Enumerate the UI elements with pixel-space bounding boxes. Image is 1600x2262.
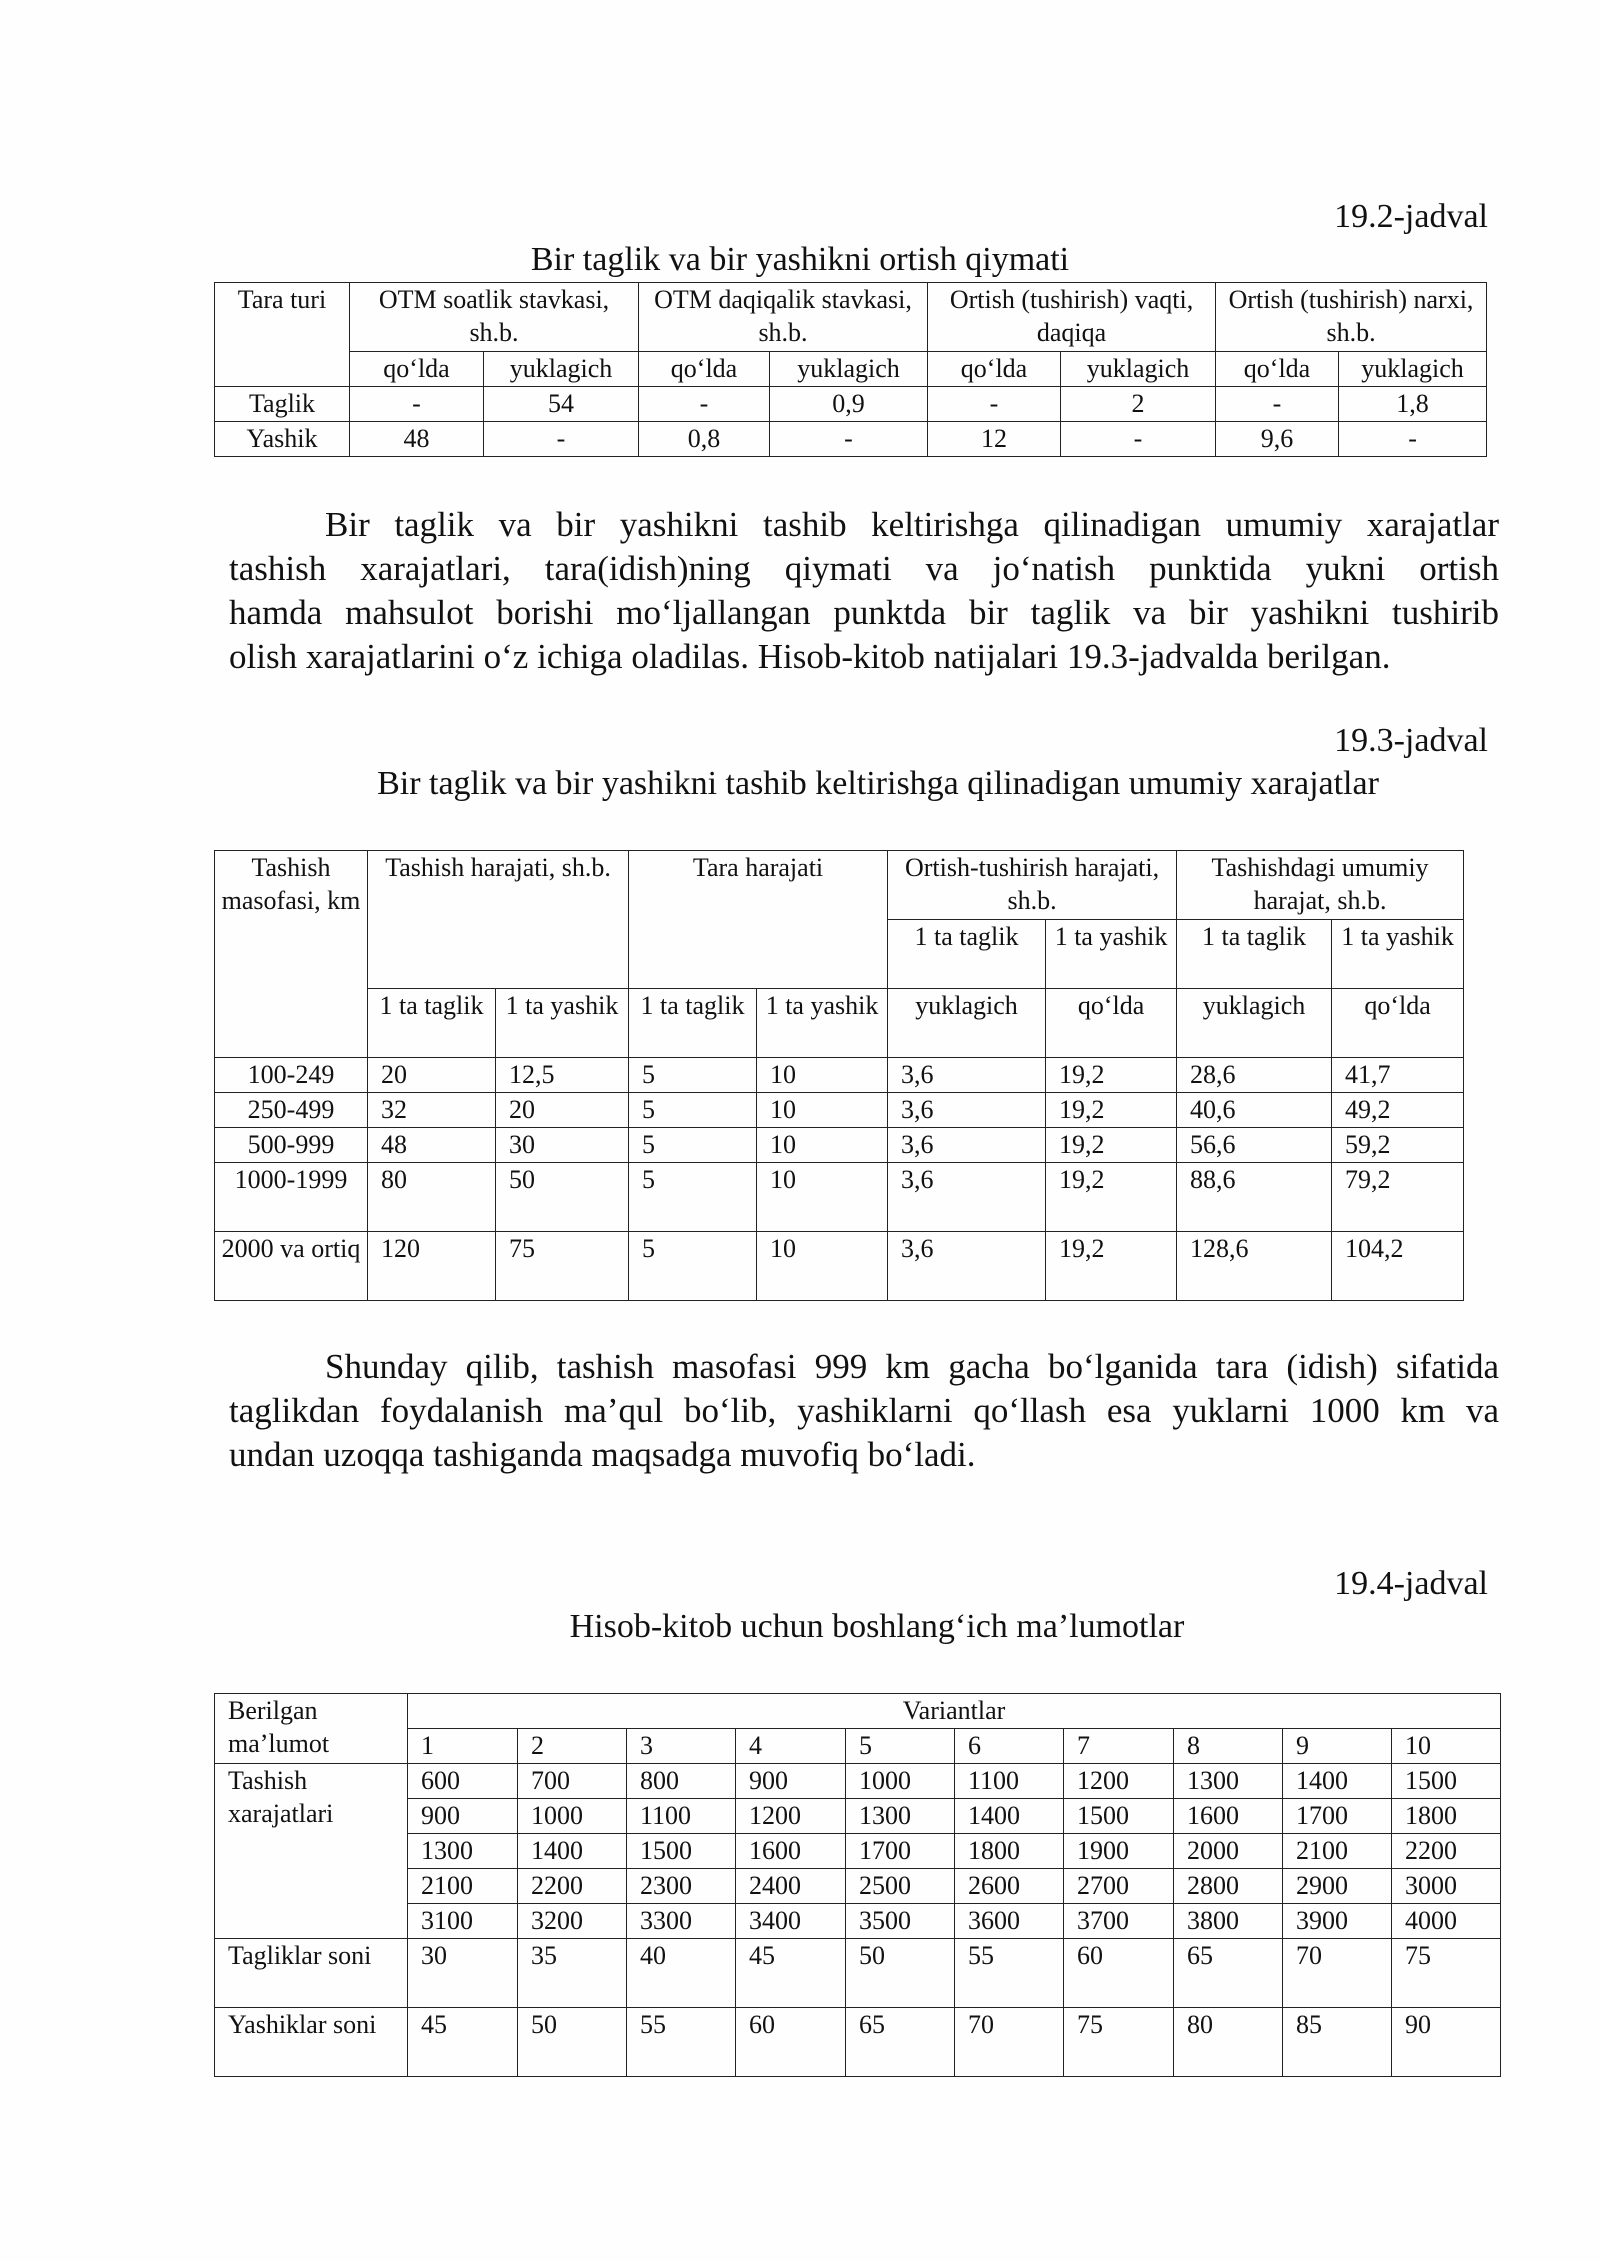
row-label: 100-249 [215,1058,368,1093]
subheader-cell: 1 ta yashik [1046,920,1177,989]
table-cell: 600 [408,1764,518,1799]
table-19-2-number: 19.2-jadval [1334,198,1488,235]
table-cell: 50 [518,2008,627,2077]
table-cell: 1600 [1174,1799,1283,1834]
table-cell: 35 [518,1939,627,2008]
table-cell: 1800 [955,1834,1064,1869]
table-cell: - [1061,422,1216,457]
table-cell: 60 [1064,1939,1174,2008]
table-row [215,1764,1501,1799]
variant-number: 4 [736,1729,846,1764]
table-cell: 5 [629,1232,757,1301]
table-cell: 1500 [1064,1799,1174,1834]
table-cell: 56,6 [1177,1128,1332,1163]
table-cell: 1400 [955,1799,1064,1834]
table-cell: 0,9 [770,387,928,422]
table-19-3-title: Bir taglik va bir yashikni tashib keltirishga qilinadigan umumiy xarajatlar [377,765,1379,802]
header-otm-daqiqalik: OTM daqiqalik stavkasi, sh.b. [639,283,928,352]
table-cell: 128,6 [1177,1232,1332,1301]
variant-number: 10 [1392,1729,1501,1764]
header-tara-harajati: Tara harajati [629,851,888,989]
table-cell: - [639,387,770,422]
subheader-cell: qo‘lda [1332,989,1464,1058]
table-cell: 2700 [1064,1869,1174,1904]
table-cell: 900 [736,1764,846,1799]
table-cell: 60 [736,2008,846,2077]
table-cell: - [1216,387,1339,422]
table-cell: 3,6 [888,1163,1046,1232]
variant-numbers-row [215,1729,1501,1764]
table-cell: 3,6 [888,1058,1046,1093]
table-cell: 2100 [1283,1834,1392,1869]
subheader-cell: qo‘lda [928,352,1061,387]
table-row [215,1869,1501,1904]
table-row [215,1058,1464,1093]
subheader-cell: yuklagich [888,989,1046,1058]
table-cell: 19,2 [1046,1058,1177,1093]
table-cell: 800 [627,1764,736,1799]
table-cell: 50 [846,1939,955,2008]
variant-number: 9 [1283,1729,1392,1764]
variant-number: 6 [955,1729,1064,1764]
table-cell: 10 [757,1232,888,1301]
table-cell: 59,2 [1332,1128,1464,1163]
table-cell: 3200 [518,1904,627,1939]
header-tashish-harajati: Tashish harajati, sh.b. [368,851,629,989]
row-label: Tashish xarajatlari [215,1764,408,1939]
table-cell: 120 [368,1232,496,1301]
header-ortish-vaqti: Ortish (tushirish) vaqti, daqiqa [928,283,1216,352]
paragraph-1 [229,503,1499,679]
variant-number: 3 [627,1729,736,1764]
paragraph-line: tashish xarajatlari, tara(idish)ning qiymati va jo‘natish punktida yukni ortish [229,549,1499,588]
subheader-cell: yuklagich [484,352,639,387]
table-19-4-title: Hisob-kitob uchun boshlang‘ich ma’lumotlar [569,1608,1185,1645]
table-cell: - [928,387,1061,422]
table-cell: 1400 [1283,1764,1392,1799]
subheader-cell: 1 ta yashik [1332,920,1464,989]
table-cell: 3100 [408,1904,518,1939]
table-cell: 3700 [1064,1904,1174,1939]
table-row [215,1939,1501,2008]
table-row [215,1834,1501,1869]
subheader-cell: qo‘lda [1216,352,1339,387]
table-cell: 40,6 [1177,1093,1332,1128]
subheader-cell: qo‘lda [639,352,770,387]
table-cell: 10 [757,1128,888,1163]
row-label: Yashiklar soni [215,2008,408,2077]
table-cell: 45 [736,1939,846,2008]
table-cell: 2300 [627,1869,736,1904]
table-cell: 1400 [518,1834,627,1869]
table-row [215,1128,1464,1163]
table-cell: 2000 [1174,1834,1283,1869]
table-cell: 79,2 [1332,1163,1464,1232]
subheader-cell: 1 ta yashik [757,989,888,1058]
table-cell: 19,2 [1046,1232,1177,1301]
table-cell: 48 [350,422,484,457]
table-row [215,387,1487,422]
table-cell: 4000 [1392,1904,1501,1939]
table-row [215,1799,1501,1834]
header-masofa: Tashish masofasi, km [215,851,368,1058]
table-cell: 41,7 [1332,1058,1464,1093]
table-cell: 2200 [518,1869,627,1904]
subheader-cell: 1 ta taglik [888,920,1046,989]
table-cell: 80 [1174,2008,1283,2077]
variant-number: 7 [1064,1729,1174,1764]
table-cell: - [350,387,484,422]
table-cell: 2500 [846,1869,955,1904]
table-cell: 3,6 [888,1093,1046,1128]
table-cell: 1100 [955,1764,1064,1799]
table-cell: 19,2 [1046,1163,1177,1232]
table-cell: 1100 [627,1799,736,1834]
table-cell: 2 [1061,387,1216,422]
paragraph-line: Shunday qilib, tashish masofasi 999 km gacha bo‘lganida tara (idish) sifatida [325,1347,1499,1386]
paragraph-line: taglikdan foydalanish ma’qul bo‘lib, yashiklarni qo‘llash esa yuklarni 1000 km va [229,1391,1499,1430]
row-label: Taglik [215,387,350,422]
header-umumiy-harajat: Tashishdagi umumiy harajat, sh.b. [1177,851,1464,920]
table-cell: 90 [1392,2008,1501,2077]
table-cell: 1300 [1174,1764,1283,1799]
table-cell: 45 [408,2008,518,2077]
table-row [215,2008,1501,2077]
table-cell: 2900 [1283,1869,1392,1904]
table-19-3 [214,850,1464,1301]
subheader-cell: 1 ta taglik [1177,920,1332,989]
table-cell: 3800 [1174,1904,1283,1939]
table-cell: 2600 [955,1869,1064,1904]
table-cell: 1300 [408,1834,518,1869]
table-19-2 [214,282,1487,457]
table-cell: 1900 [1064,1834,1174,1869]
table-cell: 1600 [736,1834,846,1869]
table-cell: 2800 [1174,1869,1283,1904]
table-cell: 3300 [627,1904,736,1939]
table-cell: 9,6 [1216,422,1339,457]
variant-number: 1 [408,1729,518,1764]
row-label: Yashik [215,422,350,457]
table-row [215,1904,1501,1939]
table-cell: 49,2 [1332,1093,1464,1128]
table-cell: 70 [1283,1939,1392,2008]
header-ortish-tushirish: Ortish-tushirish harajati, sh.b. [888,851,1177,920]
paragraph-line: Bir taglik va bir yashikni tashib keltirishga qilinadigan umumiy xarajatlar [325,505,1499,544]
header-berilgan: Berilgan ma’lumot [215,1694,408,1764]
subheader-cell: 1 ta taglik [629,989,757,1058]
table-19-4 [214,1693,1501,2077]
table-cell: 2200 [1392,1834,1501,1869]
variant-number: 8 [1174,1729,1283,1764]
row-label: 500-999 [215,1128,368,1163]
table-cell: - [770,422,928,457]
table-cell: 12,5 [496,1058,629,1093]
table-cell: 1300 [846,1799,955,1834]
table-cell: 2400 [736,1869,846,1904]
table-cell: 10 [757,1093,888,1128]
table-cell: 1700 [846,1834,955,1869]
table-19-2-title: Bir taglik va bir yashikni ortish qiymati [530,241,1070,278]
table-cell: 5 [629,1093,757,1128]
table-cell: 1,8 [1339,387,1487,422]
table-cell: 1200 [736,1799,846,1834]
table-cell: 10 [757,1058,888,1093]
table-cell: 5 [629,1058,757,1093]
subheader-cell: qo‘lda [1046,989,1177,1058]
table-cell: 75 [496,1232,629,1301]
paragraph-line: undan uzoqqa tashiganda maqsadga muvofiq bo‘ladi. [229,1435,976,1474]
table-cell: 5 [629,1163,757,1232]
paragraph-line: olish xarajatlarini o‘z ichiga oladilas. Hisob-kitob natijalari 19.3-jadvalda berilgan. [229,637,1391,676]
table-cell: 1000 [846,1764,955,1799]
table-cell: 88,6 [1177,1163,1332,1232]
header-tara-turi: Tara turi [215,283,350,387]
subheader-cell: 1 ta yashik [496,989,629,1058]
table-cell: 12 [928,422,1061,457]
table-cell: 55 [627,2008,736,2077]
table-cell: 0,8 [639,422,770,457]
header-otm-soatlik: OTM soatlik stavkasi, sh.b. [350,283,639,352]
table-cell: 20 [368,1058,496,1093]
subheader-cell: yuklagich [1339,352,1487,387]
table-cell: 19,2 [1046,1093,1177,1128]
table-cell: 75 [1392,1939,1501,2008]
subheader-cell: yuklagich [770,352,928,387]
table-cell: 19,2 [1046,1128,1177,1163]
table-row [215,1093,1464,1128]
paragraph-line: hamda mahsulot borishi mo‘ljallangan punktda bir taglik va bir yashikni tushirib [229,593,1499,632]
table-cell: 54 [484,387,639,422]
table-cell: 1500 [1392,1764,1501,1799]
subheader-cell: 1 ta taglik [368,989,496,1058]
table-cell: 48 [368,1128,496,1163]
table-cell: 32 [368,1093,496,1128]
table-cell: 70 [955,2008,1064,2077]
table-cell: 40 [627,1939,736,2008]
table-cell: 3,6 [888,1128,1046,1163]
table-cell: 28,6 [1177,1058,1332,1093]
header-ortish-narxi: Ortish (tushirish) narxi, sh.b. [1216,283,1487,352]
table-cell: 3900 [1283,1904,1392,1939]
variant-number: 2 [518,1729,627,1764]
table-cell: - [1339,422,1487,457]
table-cell: 1500 [627,1834,736,1869]
subheader-cell: qo‘lda [350,352,484,387]
table-cell: 50 [496,1163,629,1232]
table-row [215,1232,1464,1301]
table-cell: 5 [629,1128,757,1163]
table-cell: 3400 [736,1904,846,1939]
table-cell: 2100 [408,1869,518,1904]
table-cell: 3600 [955,1904,1064,1939]
table-cell: 80 [368,1163,496,1232]
paragraph-2 [229,1345,1499,1477]
table-cell: 65 [846,2008,955,2077]
row-label: 250-499 [215,1093,368,1128]
table-cell: 85 [1283,2008,1392,2077]
table-cell: 3500 [846,1904,955,1939]
table-cell: 700 [518,1764,627,1799]
table-cell: 75 [1064,2008,1174,2077]
variant-number: 5 [846,1729,955,1764]
row-label: 1000-1999 [215,1163,368,1232]
table-19-4-number: 19.4-jadval [1334,1565,1488,1602]
subheader-cell: yuklagich [1061,352,1216,387]
table-cell: 3000 [1392,1869,1501,1904]
table-cell: 1700 [1283,1799,1392,1834]
table-cell: 900 [408,1799,518,1834]
table-cell: 1000 [518,1799,627,1834]
table-cell: 3,6 [888,1232,1046,1301]
table-19-3-number: 19.3-jadval [1334,722,1488,759]
table-row [215,1163,1464,1232]
table-cell: 30 [408,1939,518,2008]
row-label: 2000 va ortiq [215,1232,368,1301]
table-cell: 1800 [1392,1799,1501,1834]
table-cell: 65 [1174,1939,1283,2008]
table-cell: 20 [496,1093,629,1128]
table-cell: 10 [757,1163,888,1232]
row-label: Tagliklar soni [215,1939,408,2008]
table-cell: - [484,422,639,457]
header-variantlar: Variantlar [408,1694,1501,1729]
table-cell: 55 [955,1939,1064,2008]
subheader-cell: yuklagich [1177,989,1332,1058]
table-cell: 1200 [1064,1764,1174,1799]
table-cell: 104,2 [1332,1232,1464,1301]
table-cell: 30 [496,1128,629,1163]
table-row [215,422,1487,457]
